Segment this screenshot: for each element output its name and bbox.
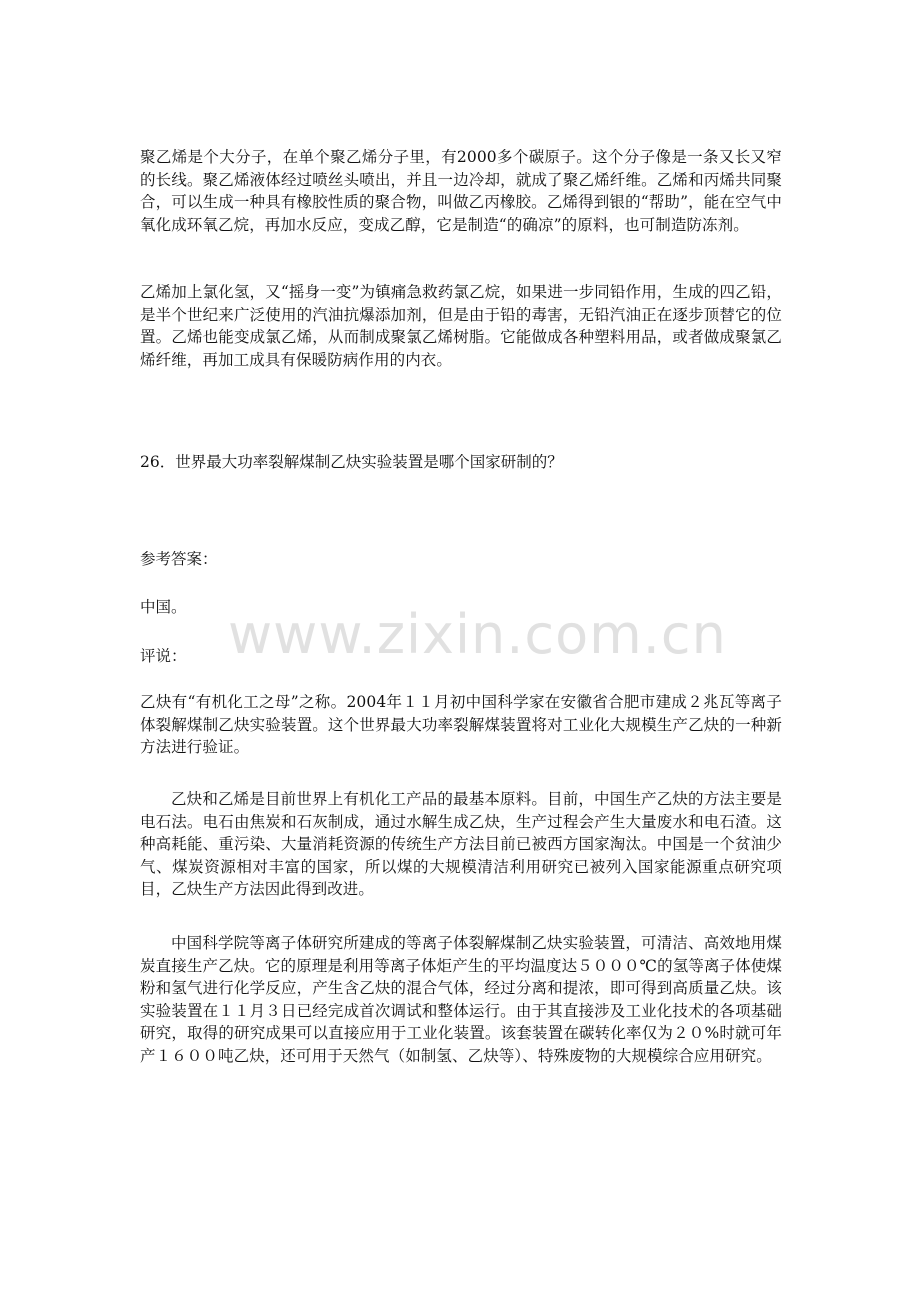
comment-paragraph-methods: 乙炔和乙烯是目前世界上有机化工产品的最基本原料。目前，中国生产乙炔的方法主要是电石法。电石由焦炭和石灰制成，通过水解生成乙炔，生产过程会产生大量废水和电石渣。这种高耗能、重污染、大量消耗资源的传统生产方法目前已被西方国家淘汰。中国是一个贫油少气、煤炭资源相对丰富的国家，所以煤的大规模清洁利用研究已被列入国家能源重点研究项目，乙炔生产方法因此得到改进。 xyxy=(140,790,782,898)
paragraph-polyethylene: 聚乙烯是个大分子，在单个聚乙烯分子里，有2000多个碳原子。这个分子像是一条又长又窄的长线。聚乙烯液体经过喷丝头喷出，并且一边冷却，就成了聚乙烯纤维。乙烯和丙烯共同聚合，可以生成一种具有橡胶性质的聚合物，叫做乙丙橡胶。乙烯得到银的“帮助”，能在空气中氧化成环氧乙烷，再加水反应，变成乙醇，它是制造“的确凉”的原料，也可制造防冻剂。 xyxy=(140,148,782,234)
answer-text: 中国。 xyxy=(140,598,187,616)
comment-paragraph-device: 中国科学院等离子体研究所建成的等离子体裂解煤制乙炔实验装置，可清洁、高效地用煤炭直接生产乙炔。它的原理是利用等离子体炬产生的平均温度达５０００℃的氢等离子体使煤粉和氢气进行化学反应，产生含乙炔的混合气体，经过分离和提浓，即可得到高质量乙炔。该实验装置在１１月３日已经完成首次调试和整体运行。由于其直接涉及工业化技术的各项基础研究，取得的研究成果可以直接应用于工业化装置。该套装置在碳转化率仅为２０%时就可年产１６００吨乙炔，还可用于天然气（如制氢、乙炔等）、特殊废物的大规模综合应用研究。 xyxy=(140,934,782,1065)
paragraph-ethylene-chloride: 乙烯加上氯化氢，又“摇身一变”为镇痛急救药氯乙烷，如果进一步同铅作用，生成的四乙铅，是半个世纪来广泛使用的汽油抗爆添加剂，但是由于铅的毒害，无铅汽油正在逐步顶替它的位置。乙烯也能变成氯乙烯，从而制成聚氯乙烯树脂。它能做成各种塑料用品，或者做成聚氯乙烯纤维，再加工成具有保暖防病作用的内衣。 xyxy=(140,283,782,369)
question-heading: 26．世界最大功率裂解煤制乙炔实验装置是哪个国家研制的？ xyxy=(140,453,563,471)
answer-label: 参考答案： xyxy=(140,550,218,568)
watermark: www.zixin.com.cn xyxy=(228,603,727,666)
comment-paragraph-intro: 乙炔有“有机化工之母”之称。2004年１１月初中国科学家在安徽省合肥市建成２兆瓦等离子体裂解煤制乙炔实验装置。这个世界最大功率裂解煤装置将对工业化大规模生产乙炔的一种新方法进行验证。 xyxy=(140,693,782,756)
comment-label: 评说： xyxy=(140,647,187,665)
